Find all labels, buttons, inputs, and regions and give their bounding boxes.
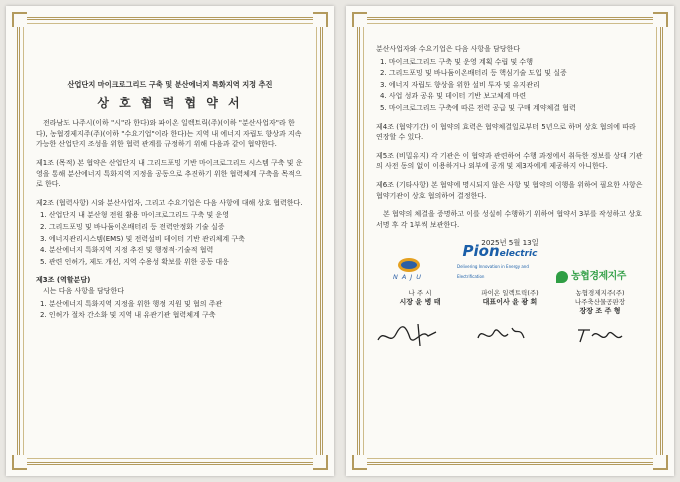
list-item: 4. 사업 성과 공유 및 데이터 기반 보고체계 마련 — [380, 92, 527, 101]
list-item: 1. 마이크로그리드 구축 및 운영 계획 수립 및 수행 — [380, 57, 533, 66]
article-6: 제6조 (기타사항) 본 협약에 명시되지 않은 사항 및 협약의 이행을 위하여 필요한 사항은 협약기관이 상호 협의하여 결정한다. — [376, 180, 643, 200]
border-corner-ornament — [352, 12, 367, 27]
list-item: 1. 분산에너지 특화지역 지정을 위한 행정 지원 및 협의 주관 — [40, 299, 223, 308]
list-item: 2. 그리드포밍 및 바나듐이온배터리 등 전력안정화 기술 실증 — [40, 222, 225, 231]
article-1: 제1조 (목적) 본 협약은 산업단지 내 그리드포밍 기반 마이크로그리드 시스템 구축 및 운영을 통해 분산에너지 특화지역 지정을 공동으로 추진하기 위한 협력체계 구축을 목적으로 한다. — [36, 158, 303, 189]
signature-nh — [578, 330, 622, 342]
naju-emblem-icon — [398, 258, 420, 272]
list-item: 4. 분산에너지 특화지역 지정 추진 및 행정적·기술적 협력 — [40, 246, 214, 255]
border-corner-ornament — [653, 12, 668, 27]
article-3-intro: 시는 다음 사항을 담당한다 — [43, 286, 125, 295]
signing-date: 2025년 5월 13일 — [481, 238, 539, 248]
article-3-continued: 분산사업자와 수요기업은 다음 사항을 담당한다 — [376, 45, 521, 53]
list-item: 2. 인허가 절차 간소화 및 지역 내 유관기관 협력체계 구축 — [40, 311, 216, 320]
article-3-list — [40, 299, 304, 321]
right-agreement-page — [346, 6, 674, 476]
closing-statement: 본 협약의 체결을 증명하고 이를 성실히 수행하기 위하여 협약서 3부를 작성하고 상호 서명 후 각 1부씩 보관한다. — [376, 210, 642, 229]
left-agreement-page — [6, 6, 334, 476]
list-item: 5. 관련 인허가, 제도 개선, 지역 수용성 확보를 위한 공동 대응 — [40, 257, 229, 266]
preamble: 전라남도 나주시(이하 "시"라 한다)와 파이온 일렉트릭(주)(이하 "분산사업자"라 한다), 농협경제지주(주)(이하 "수요기업"이라 한다)는 지역 내 에너지 자립도 향상과 지속가능한 산업단지 조성을 위한 협력 관계를 규정하기 위해 다음과 같이 협약한다. — [36, 119, 302, 149]
left-page-content — [36, 28, 304, 329]
agreement-subtitle: 산업단지 마이크로그리드 구축 및 분산에너지 특화지역 지정 추진 — [67, 80, 273, 89]
article-2-list — [40, 210, 304, 267]
border-corner-ornament — [12, 455, 27, 470]
border-corner-ornament — [352, 455, 367, 470]
list-item: 3. 에너지 자립도 향상을 위한 설비 투자 및 유지관리 — [380, 80, 540, 89]
naju-city-logo: NAJU — [374, 258, 444, 283]
article-3-heading: 제3조 (역할분담) — [36, 276, 91, 285]
right-page-content — [376, 44, 644, 352]
list-item: 1. 산업단지 내 분산형 전원 활용 마이크로그리드 구축 및 운영 — [40, 211, 229, 220]
article-5: 제5조 (비밀유지) 각 기관은 이 협약과 관련하여 수행 과정에서 취득한 정보를 상대 기관의 사전 동의 없이 이용하거나 외부에 공개 및 제3자에게 제공하지 아니한다. — [376, 151, 643, 171]
list-item: 3. 에너지관리시스템(EMS) 및 전력설비 데이터 기반 관리체계 구축 — [40, 234, 245, 243]
signer-naju: 나 주 시 시장 윤 병 태 — [399, 288, 441, 306]
article-2-heading: 제2조 (협력사항) 시와 분산사업자, 그리고 수요기업은 다음 사항에 대해 상호 협력한다. — [36, 198, 303, 207]
article-4: 제4조 (협약기간) 이 협약의 효력은 협약체결일로부터 5년으로 하며 상호 협의에 따라 연장할 수 있다. — [376, 122, 636, 142]
signer-pion: 파이온 일렉트릭(주) 대표이사 윤 광 희 — [481, 288, 539, 306]
signature-pion — [478, 328, 524, 338]
border-corner-ornament — [313, 455, 328, 470]
nh-leaf-icon — [556, 271, 568, 283]
pion-electric-logo: Pionelectric Delivering Innovation in Energy and Electrification — [457, 241, 538, 280]
signature-strokes — [370, 318, 650, 352]
signature-naju — [378, 324, 436, 346]
border-corner-ornament — [12, 12, 27, 27]
article-3-list-continued — [380, 57, 644, 114]
signer-nh: 농협경제지주(주) 나주축산물공판장 장장 조 주 형 — [574, 288, 626, 315]
list-item: 2. 그리드포밍 및 바나듐이온배터리 등 핵심기술 도입 및 실증 — [380, 69, 567, 78]
handwritten-signatures — [376, 318, 644, 352]
nh-agro-logo: 농협경제지주 — [556, 271, 646, 283]
agreement-title: 상 호 협 력 협 약 서 — [97, 95, 243, 110]
border-corner-ornament — [313, 12, 328, 27]
border-corner-ornament — [653, 455, 668, 470]
signatory-block — [376, 289, 644, 316]
list-item: 5. 마이크로그리드 구축에 따른 전력 공급 및 구매 계약체결 협력 — [380, 103, 576, 112]
